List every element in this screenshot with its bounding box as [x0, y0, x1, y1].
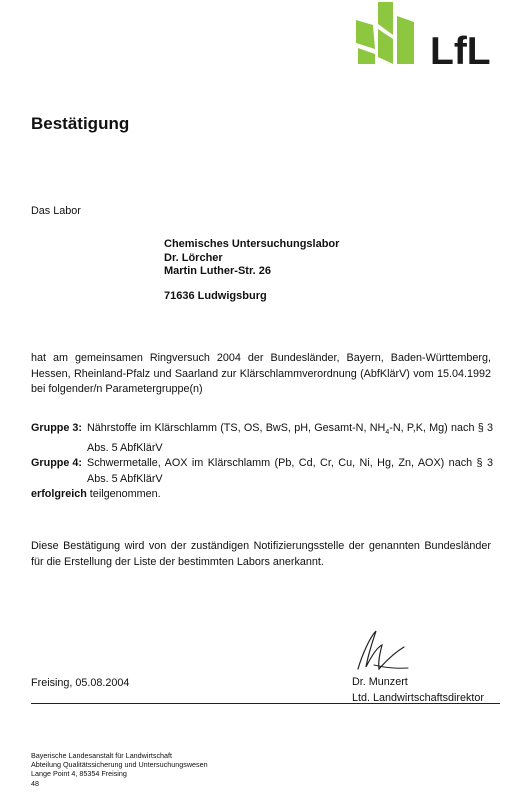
group-text-part: Nährstoffe im Klärschlamm (TS, OS, BwS, pH, Gesamt-N, NH [87, 422, 386, 434]
group-text: Schwermetalle, AOX im Klärschlamm (Pb, Cd, Cr, Cu, Ni, Hg, Zn, AOX) nach § 3 Abs. 5 AbfKlärV [87, 457, 493, 485]
logo-text: LfL [430, 30, 491, 73]
footer [31, 751, 208, 788]
lab-address [164, 238, 339, 279]
lab-city: 71636 Ludwigsburg [164, 290, 267, 302]
signer-role: Ltd. Landwirtschaftsdirektor [352, 691, 485, 704]
group-label: Gruppe 4: [31, 457, 82, 470]
group-subscript: 4 [385, 429, 390, 437]
lab-name: Chemisches Untersuchungslabor [164, 238, 340, 250]
footer-line: Bayerische Landesanstalt für Landwirtschaft [31, 751, 173, 760]
lab-person: Dr. Lörcher [164, 251, 223, 264]
page-title: Bestätigung [31, 114, 130, 133]
group-row [31, 456, 495, 487]
leaves-logo-icon [356, 2, 418, 64]
footer-line: 48 [31, 778, 39, 788]
place-date: Freising, 05.08.2004 [31, 677, 130, 689]
signer-block [352, 675, 484, 706]
intro-text: Das Labor [31, 205, 81, 217]
success-rest: teilgenommen. [86, 488, 161, 500]
main-paragraph: hat am gemeinsamen Ringversuch 2004 der Bundesländer, Bayern, Baden-Württemberg, Hessen, Rheinland-Pfalz und Saarland zur Klärschlammverordnung (AbfKlärV) vom 15.04.1992 bei folgender/n Parametergruppe(n) [31, 352, 491, 395]
confirmation-paragraph: Diese Bestätigung wird von der zuständigen Notifizierungsstelle der genannten Bundesländer für die Erstellung der Liste der bestimmten Labors anerkannt. [31, 540, 491, 568]
success-bold: erfolgreich [31, 488, 87, 500]
group-label: Gruppe 3: [31, 422, 82, 434]
group-text-part: -N, P,K, Mg) nach § 3 Abs. 5 AbfKlärV [87, 422, 493, 454]
group-text [87, 421, 493, 456]
success-text [31, 487, 161, 503]
group-row [31, 421, 495, 456]
footer-divider [31, 703, 500, 704]
signature-image [352, 625, 412, 675]
footer-line: Abteilung Qualitätssicherung und Untersuchungswesen [31, 760, 208, 770]
lab-street: Martin Luther-Str. 26 [164, 265, 271, 277]
parameter-groups [31, 421, 495, 487]
signer-name: Dr. Munzert [352, 676, 408, 688]
footer-line: Lange Point 4, 85354 Freising [31, 769, 127, 779]
